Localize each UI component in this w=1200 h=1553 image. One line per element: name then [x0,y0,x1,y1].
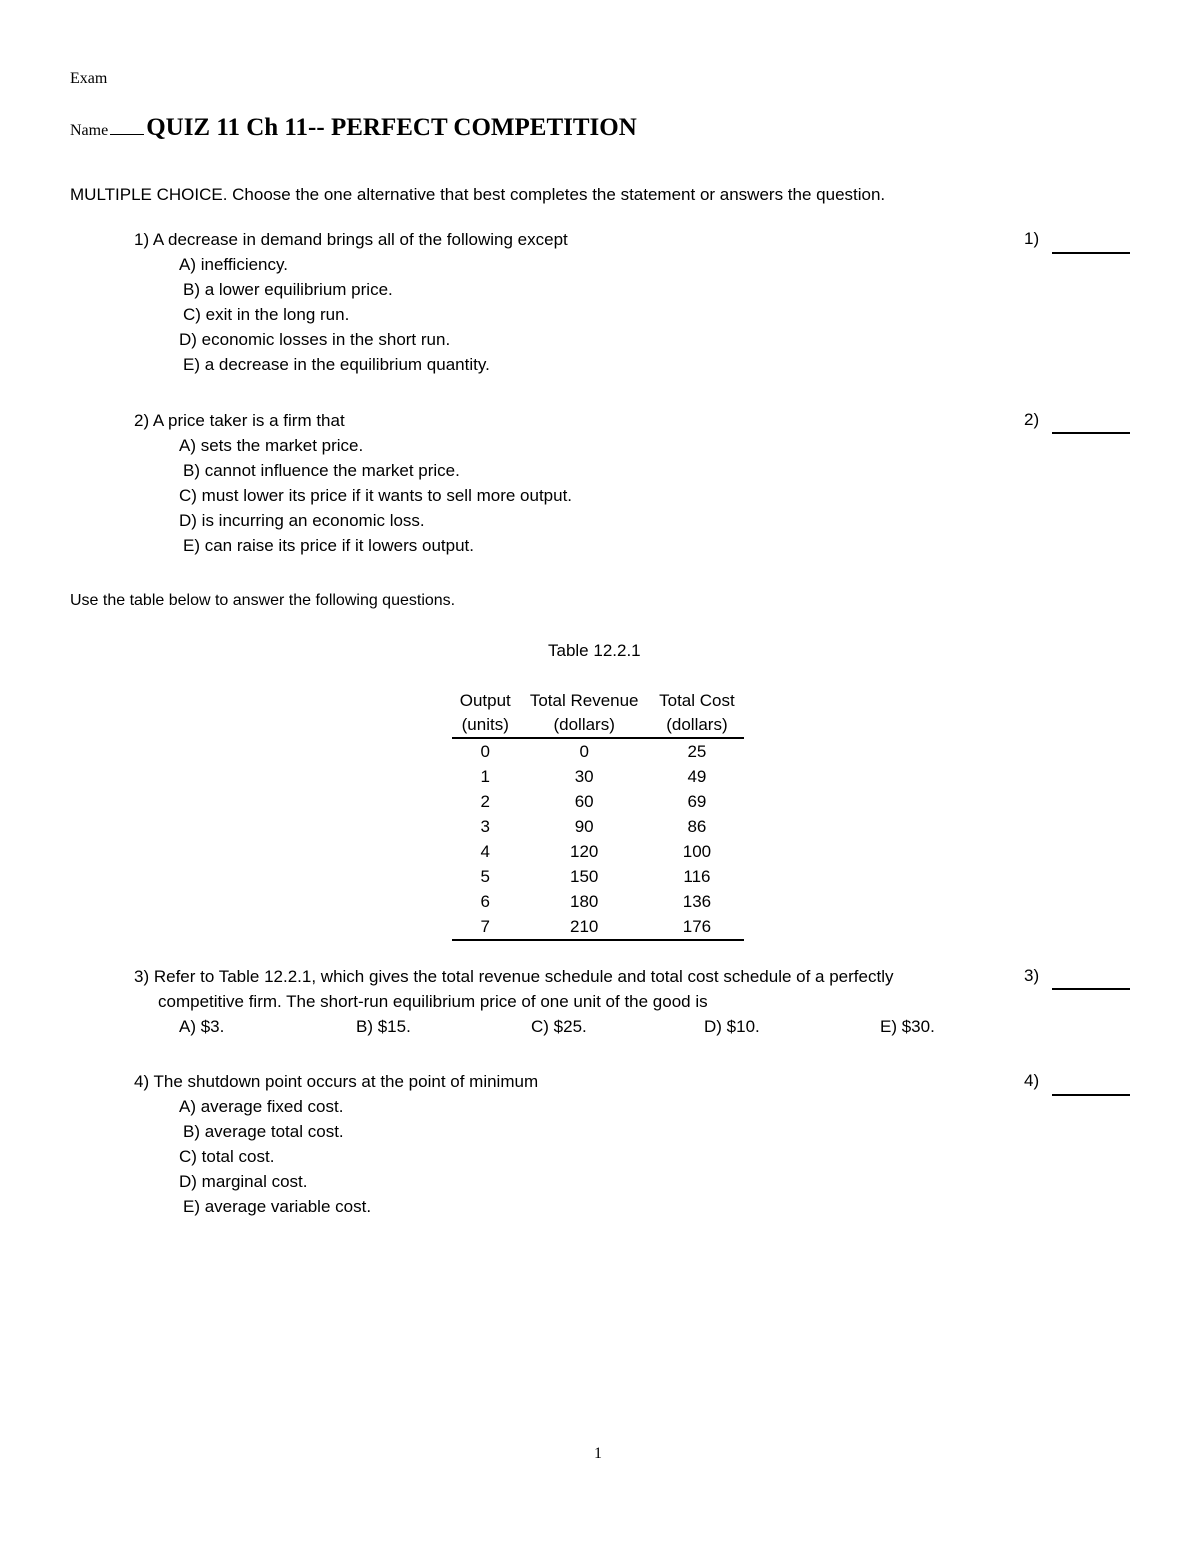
option-a[interactable]: A) sets the market price. [179,436,364,455]
options-list [179,252,568,377]
column-header: Total Cost [659,691,735,710]
answer-number: 4) [1024,1071,1040,1090]
option-e[interactable]: E) $30. [880,1017,935,1036]
question-stem: 1) A decrease in demand brings all of the following except [134,230,568,249]
question-3 [134,964,935,1039]
table-cell: 0 [480,742,490,761]
option-d[interactable]: D) economic losses in the short run. [179,330,451,349]
option-a[interactable]: A) inefficiency. [179,255,288,274]
question-stem: 3) Refer to Table 12.2.1, which gives the total revenue schedule and total cost schedule of a perfectly [134,967,894,986]
option-c[interactable]: C) total cost. [179,1147,275,1166]
table-row [452,789,744,814]
answer-number: 2) [1024,410,1040,429]
question-stem: 4) The shutdown point occurs at the point of minimum [134,1072,539,1091]
table-cell: 25 [687,742,707,761]
table-cell: 30 [574,767,594,786]
table-cell: 116 [683,867,711,886]
table-cell: 5 [480,867,490,886]
option-b[interactable]: B) cannot influence the market price. [183,461,460,480]
table-cell: 136 [682,892,712,911]
answer-blank[interactable] [1052,432,1130,434]
option-e[interactable]: E) a decrease in the equilibrium quantity. [183,355,490,374]
table-row [452,814,744,839]
options-list [179,433,572,558]
option-c[interactable]: C) must lower its price if it wants to sell more output. [179,486,573,505]
table-row [452,764,744,789]
question-stem-continued: competitive firm. The short-run equilibrium price of one unit of the good is [158,992,708,1011]
question-2 [134,408,572,558]
options-list [179,1094,538,1219]
answer-blank[interactable] [1052,1094,1130,1096]
table-cell: 90 [574,817,594,836]
option-d[interactable]: D) marginal cost. [179,1172,308,1191]
option-a[interactable]: A) average fixed cost. [179,1097,344,1116]
answer-number: 3) [1024,966,1040,985]
question-stem: 2) A price taker is a firm that [134,411,345,430]
table-cell: 7 [452,914,518,940]
table-cell: 86 [687,817,707,836]
table-cell: 1 [480,767,490,786]
table-row [452,839,744,864]
table-cell: 69 [687,792,707,811]
option-e[interactable]: E) can raise its price if it lowers output. [183,536,475,555]
table-row [452,738,744,764]
table-row [452,889,744,914]
answer-number: 1) [1024,229,1040,248]
table-cell: 0 [579,742,589,761]
column-header: Output [459,691,511,710]
option-b[interactable]: B) a lower equilibrium price. [183,280,393,299]
option-e[interactable]: E) average variable cost. [183,1197,372,1216]
name-blank-line[interactable] [110,133,144,135]
column-unit: (dollars) [650,713,744,738]
options-row [179,1014,935,1039]
question-4 [134,1069,538,1219]
table-cell: 180 [569,892,599,911]
header-row [70,114,637,142]
table-caption: Table 12.2.1 [548,641,641,660]
option-c[interactable]: C) exit in the long run. [183,305,350,324]
option-a[interactable]: A) $3. [179,1017,225,1036]
table-cell: 210 [518,914,649,940]
table-cell: 49 [687,767,707,786]
table-cell: 100 [682,842,712,861]
answer-blank[interactable] [1052,988,1130,990]
name-label: Name [70,122,109,139]
table-cell: 60 [574,792,594,811]
table-row [452,914,744,940]
exam-label: Exam [70,70,108,87]
data-table [452,689,744,941]
column-header: Total Revenue [529,691,639,710]
table-cell: 120 [569,842,599,861]
option-d[interactable]: D) $10. [704,1017,760,1036]
option-b[interactable]: B) $15. [356,1017,411,1036]
table-row [452,864,744,889]
table-cell: 4 [480,842,490,861]
table-cell: 6 [480,892,490,911]
option-b[interactable]: B) average total cost. [183,1122,344,1141]
table-intro: Use the table below to answer the following questions. [70,592,456,609]
answer-blank[interactable] [1052,252,1130,254]
quiz-title: QUIZ 11 Ch 11-- PERFECT COMPETITION [146,114,637,141]
page-number: 1 [594,1445,602,1462]
instructions: MULTIPLE CHOICE. Choose the one alternative that best completes the statement or answers the question. [70,185,886,204]
option-d[interactable]: D) is incurring an economic loss. [179,511,425,530]
table-cell: 150 [569,867,599,886]
table-cell: 176 [650,914,744,940]
column-unit: (units) [452,713,518,738]
question-1 [134,227,568,377]
table-cell: 3 [480,817,490,836]
table-cell: 2 [480,792,490,811]
option-c[interactable]: C) $25. [531,1017,587,1036]
column-unit: (dollars) [518,713,649,738]
